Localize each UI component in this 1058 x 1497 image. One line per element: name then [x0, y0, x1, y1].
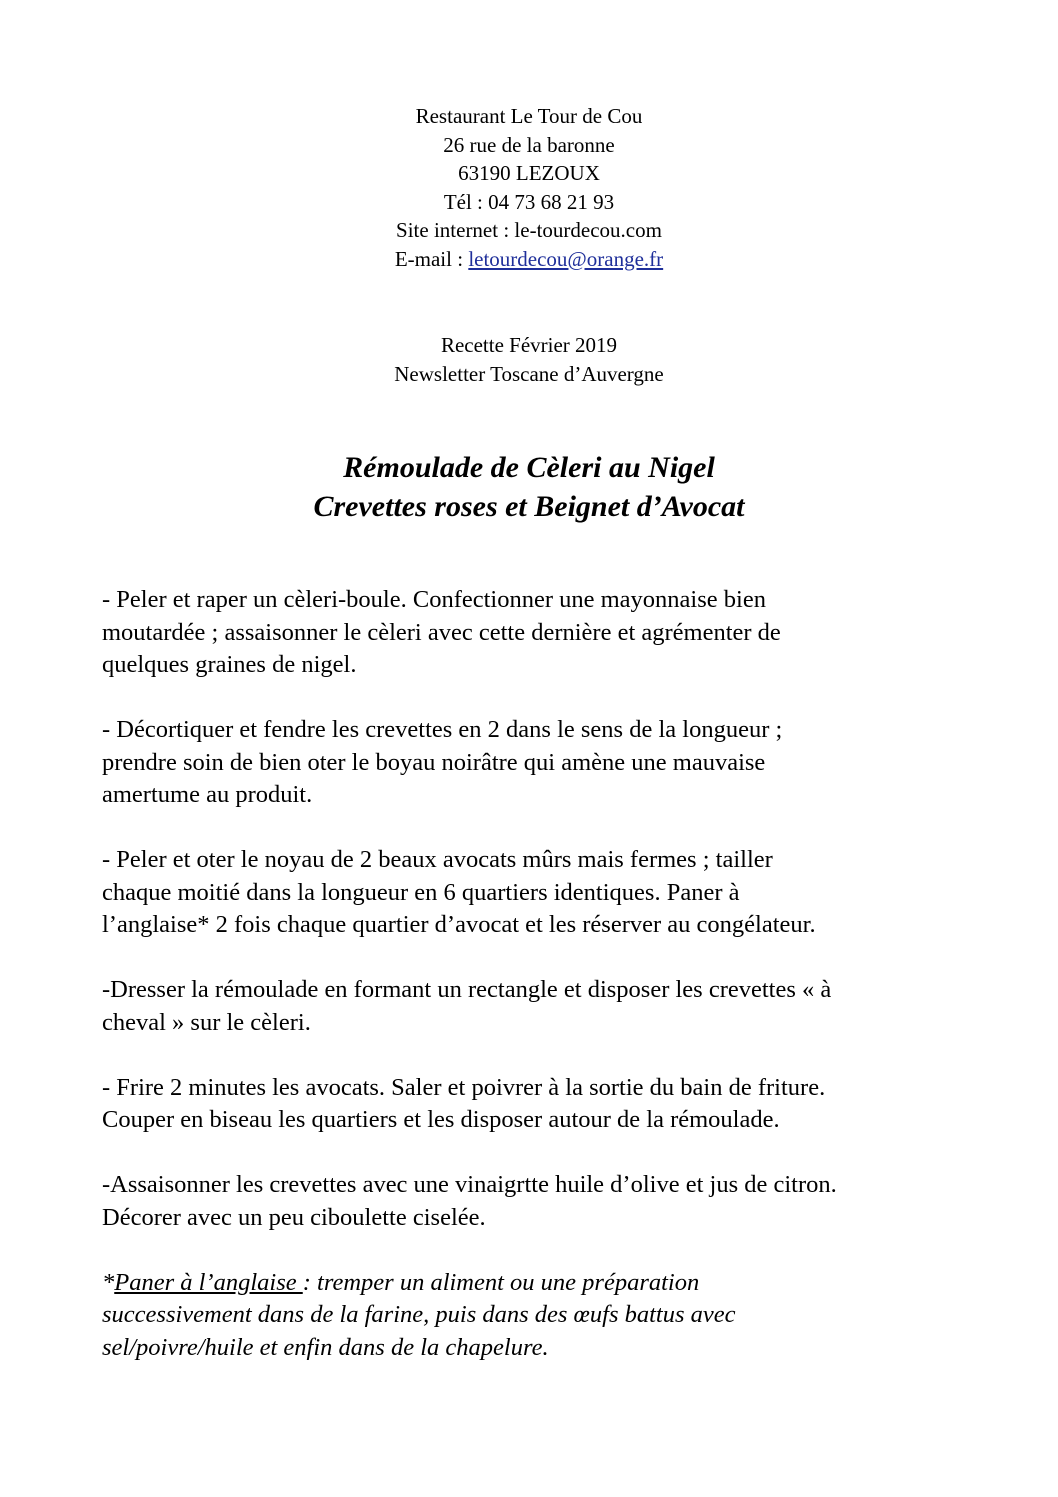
recipe-step: - Peler et raper un cèleri-boule. Confectionner une mayonnaise bien moutardée ; assaisonner le cèleri avec cette dernière et agrémenter de quelques graines de nigel.	[102, 586, 781, 678]
footnote-term: Paner à l’anglaise	[114, 1268, 303, 1296]
recipe-step: -Assaisonner les crevettes avec une vinaigrtte huile d’olive et jus de citron. Décorer avec un peu ciboulette ciselée.	[102, 1171, 837, 1231]
restaurant-website: Site internet : le-tourdecou.com	[396, 218, 662, 242]
email-link[interactable]: letourdecou@orange.fr	[468, 246, 664, 271]
restaurant-email-line	[0, 245, 1058, 274]
recipe-title-line-1: Rémoulade de Cèleri au Nigel	[343, 451, 715, 484]
recipe-step: - Peler et oter le noyau de 2 beaux avocats mûrs mais fermes ; tailler chaque moitié dans la longueur en 6 quartiers identiques. Paner à l’anglaise* 2 fois chaque quartier d’avocat et les réserver au congélateur.	[102, 846, 816, 938]
recipe-title	[0, 448, 1058, 526]
footnote-definition: : tremper un aliment ou une préparation successivement dans de la farine, puis dans des œufs battus avec sel/poivre/huile et enfin dans de la chapelure.	[102, 1268, 736, 1361]
restaurant-phone: Tél : 04 73 68 21 93	[443, 189, 615, 214]
restaurant-name: Restaurant Le Tour de Cou	[415, 104, 643, 128]
footnote	[102, 1267, 962, 1365]
recipe-date: Recette Février 2019	[440, 333, 618, 357]
restaurant-header	[0, 102, 1058, 273]
recipe-step: - Décortiquer et fendre les crevettes en 2 dans le sens de la longueur ; prendre soin de bien oter le boyau noirâtre qui amène une mauvaise amertume au produit.	[102, 716, 783, 808]
recipe-steps	[102, 584, 962, 1364]
recipe-step: - Frire 2 minutes les avocats. Saler et poivrer à la sortie du bain de friture. Couper en biseau les quartiers et les disposer autour de la rémoulade.	[102, 1073, 826, 1133]
footnote-asterisk: *	[102, 1268, 115, 1296]
recipe-step: -Dresser la rémoulade en formant un rectangle et disposer les crevettes « à cheval » sur le cèleri.	[102, 976, 832, 1036]
restaurant-street: 26 rue de la baronne	[443, 132, 615, 157]
newsletter-name: Newsletter Toscane d’Auvergne	[394, 361, 664, 386]
restaurant-city: 63190 LEZOUX	[458, 161, 600, 185]
recipe-title-line-2: Crevettes roses et Beignet d’Avocat	[313, 490, 745, 523]
recipe-subheader	[0, 331, 1058, 388]
email-label: E-mail :	[394, 246, 469, 271]
